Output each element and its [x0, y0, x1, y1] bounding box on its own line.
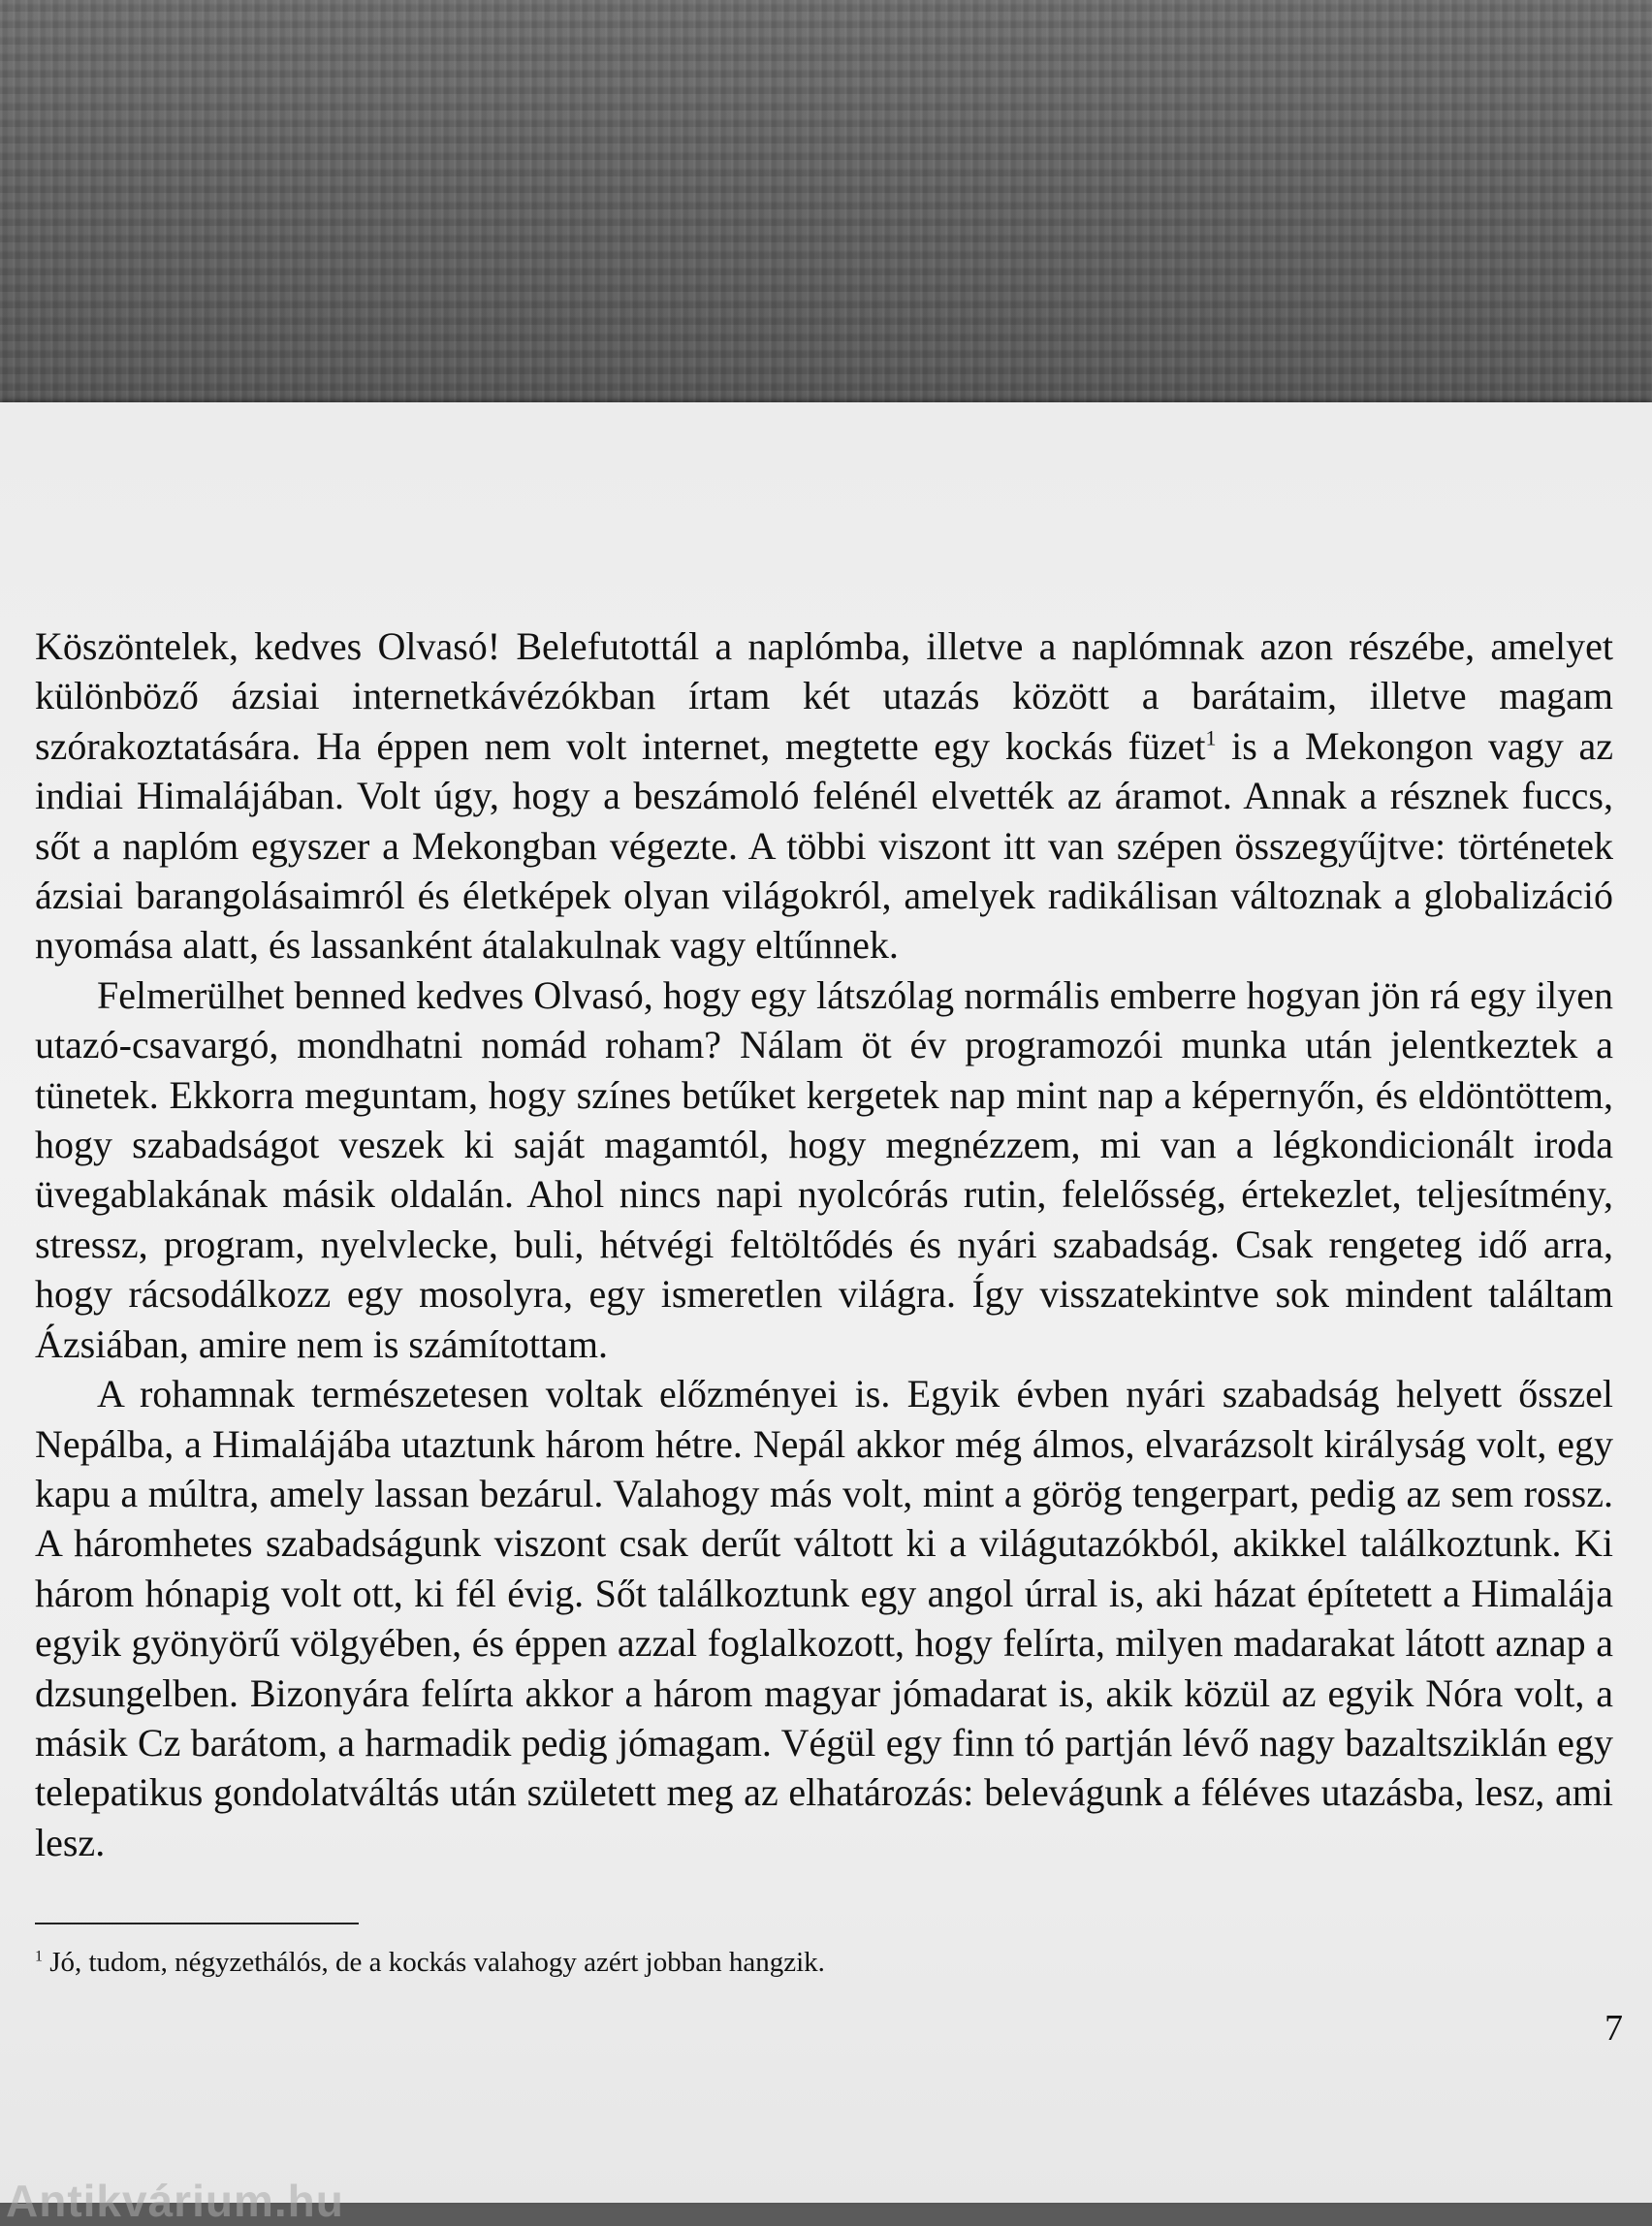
book-page: [0, 402, 1652, 2226]
footnote: [35, 1943, 1392, 1982]
paragraph-2: Felmerülhet benned kedves Olvasó, hogy egy látszólag normális emberre hogyan jön rá egy ilyen utazó-csavargó, mondhatni nomád roham? Nálam öt év programozói munka után jelentkeztek a tünetek. Ekkorra meguntam, hogy színes betűket kergetek nap mint nap a képernyőn, és eldöntöttem, hogy szabadságot veszek ki saját magamtól, hogy megnézzem, mi van a légkondicionált iroda üvegablakának másik oldalán. Ahol nincs napi nyolcórás rutin, felelősség, értekezlet, teljesítmény, stressz, program, nyelvlecke, buli, hétvégi feltöltődés és nyári szabadság. Csak rengeteg idő arra, hogy rácsodálkozz egy mosolyra, egy ismeretlen világra. Így visszatekintve sok mindent találtam Ázsiában, amire nem is számítottam.: [35, 972, 1613, 1366]
footnote-reference: 1: [1205, 725, 1217, 750]
paragraph-3: A rohamnak természetesen voltak előzményei is. Egyik évben nyári szabadság helyett ősszel Nepálba, a Himalájába utaztunk három hétre. Nepál akkor még álmos, elvarázsolt királyság volt, egy kapu a múltra, amely lassan bezárul. Valahogy más volt, mint a görög tengerpart, pedig az sem rossz. A háromhetes szabadságunk viszont csak derűt váltott ki a világutazókból, akikkel találkoztunk. Ki három hónapig volt ott, ki fél évig. Sőt találkoztunk egy angol úrral is, aki házat építetett a Himalája egyik gyönyörű völgyében, és éppen azzal foglalkozott, hogy felírta, milyen madarakat látott aznap a dzsungelben. Bizonyára felírta akkor a három magyar jómadarat is, akik közül az egyik Nóra volt, a másik Cz barátom, a harmadik pedig jómagam. Végül egy finn tó partján lévő nagy bazaltsziklán egy telepatikus gondolatváltás után született meg az elhatározás: belevágunk a féléves utazásba, lesz, ami lesz.: [35, 1372, 1613, 1864]
body-text: [35, 621, 1613, 1867]
paragraph-1: [35, 621, 1613, 970]
paragraph-1-text-a: Köszöntelek, kedves Olvasó! Belefutottál a naplómba, illetve a naplómnak azon részébe, amelyet különböző ázsiai internetkávézókban írtam két utazás között a barátaim, illetve magam szórakoztatására. Ha éppen nem volt internet, megtette egy kockás füzet: [35, 624, 1613, 768]
footnote-text: Jó, tudom, négyzethálós, de a kockás valahogy azért jobban hangzik.: [42, 1947, 825, 1978]
paragraph-1-text-b: is a Mekongon vagy az indiai Himalájában. Volt úgy, hogy a beszámoló felénél elvették az áramot. Annak a résznek fuccs, sőt a naplóm egyszer a Mekongban végezte. A többi viszont itt van szépen összegyűjtve: történetek ázsiai barangolásaimról és életképek olyan világokról, amelyek radikálisan változnak a globalizáció nyomása alatt, és lassanként átalakulnak vagy eltűnnek.: [35, 723, 1614, 968]
background-surface: [0, 0, 1652, 407]
watermark: Antikvárium.hu: [6, 2176, 344, 2226]
footnote-marker: 1: [35, 1948, 43, 1965]
page-number: 7: [1604, 2008, 1623, 2049]
footnote-divider: [35, 1923, 359, 1924]
